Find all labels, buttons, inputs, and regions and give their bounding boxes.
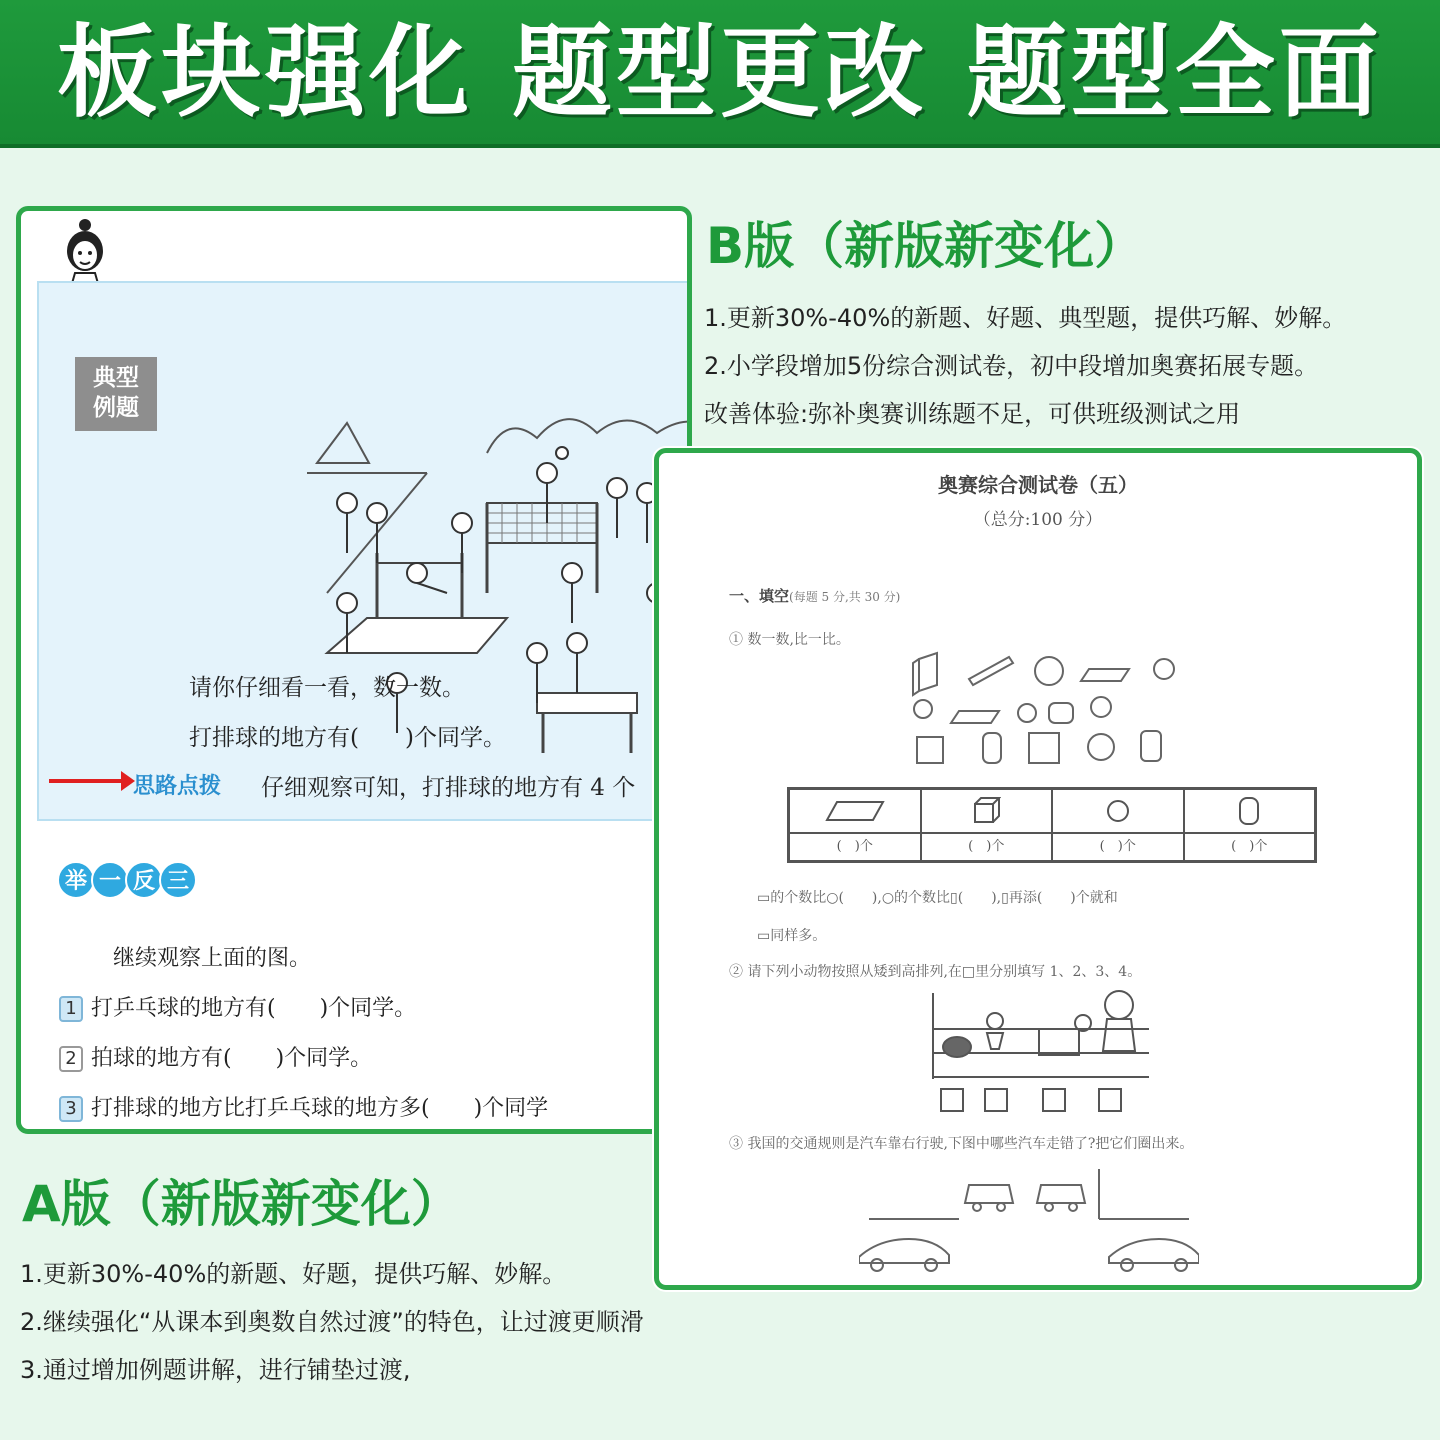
example-tag-line1: 典型: [93, 365, 139, 391]
section-b-title: B版（新版新变化）: [706, 217, 1145, 275]
sphere-icon: [1105, 798, 1131, 824]
test-paper: [659, 453, 1417, 1285]
animals-illustration: [929, 989, 1159, 1119]
badge-char: 一: [91, 861, 129, 899]
compare-line-1: ▭的个数比○( ),○的个数比▯( ),▯再添( )个就和: [757, 890, 1118, 906]
item-text: 打乒乓球的地方有( )个同学。: [91, 996, 417, 1021]
sample-page-a: [16, 206, 692, 1134]
table-shape-cell: [790, 790, 920, 834]
table-column: [790, 790, 922, 860]
badge-char: 举: [57, 861, 95, 899]
section-b-line: 1.更新30%-40%的新题、好题、典型题，提供巧解、妙解。: [704, 304, 1347, 332]
test-title: 奥赛综合测试卷（五）: [938, 473, 1138, 497]
table-shape-cell: [1053, 790, 1183, 834]
flat-box-icon: [825, 798, 885, 824]
girl-avatar-icon: [59, 217, 111, 287]
section-a-title: A版（新版新变化）: [22, 1175, 461, 1233]
section-a-line: 2.继续强化“从课本到奥数自然过渡”的特色，让过渡更顺滑: [20, 1308, 644, 1336]
item-number: 3: [59, 1096, 83, 1122]
question-1-label: ① 数一数,比一比。: [729, 632, 850, 648]
top-banner: [0, 0, 1440, 148]
practice-item: [59, 991, 416, 1022]
cars-illustration: [859, 1165, 1199, 1277]
red-arrow-icon: [49, 779, 125, 783]
table-shape-cell: [922, 790, 1052, 834]
question-2-label: ② 请下列小动物按照从矮到高排列,在□里分别填写 1、2、3、4。: [729, 964, 1142, 980]
part-heading-text: 一、填空: [729, 587, 790, 605]
table-column: [1185, 790, 1315, 860]
example-question-1: 请你仔细看一看，数一数。: [189, 675, 465, 701]
question-3-label: ③ 我国的交通规则是汽车靠右行驶,下图中哪些汽车走错了?把它们圈出来。: [729, 1136, 1194, 1152]
example-tag: [75, 357, 157, 431]
item-number: 1: [59, 996, 83, 1022]
example-tag-line2: 例题: [93, 395, 139, 421]
section-a-line: 3.通过增加例题讲解，进行铺垫过渡,: [20, 1356, 411, 1384]
table-count-cell: ( )个: [968, 839, 1005, 854]
cylinder-icon: [1237, 795, 1261, 827]
badge-char: 三: [159, 861, 197, 899]
continue-text: 继续观察上面的图。: [113, 946, 312, 971]
test-subtitle: （总分:100 分）: [973, 510, 1103, 530]
compare-line-2: ▭同样多。: [757, 928, 827, 944]
sample-page-b: [654, 448, 1422, 1290]
hint-text: 仔细观察可知，打排球的地方有 4 个: [261, 775, 636, 801]
shapes-illustration: [909, 649, 1199, 769]
badge-char: 反: [125, 861, 163, 899]
practice-item: [59, 1091, 548, 1122]
item-number: 2: [59, 1046, 83, 1072]
hint-label: 思路点拨: [133, 774, 222, 799]
section-a-line: 1.更新30%-40%的新题、好题，提供巧解、妙解。: [20, 1260, 567, 1288]
section-b-line: 改善体验:弥补奥赛训练题不足，可供班级测试之用: [704, 400, 1241, 428]
example-question-2: 打排球的地方有( )个同学。: [189, 725, 506, 751]
count-table: [787, 787, 1317, 863]
table-count-cell: ( )个: [1231, 839, 1268, 854]
table-count-cell: ( )个: [1099, 839, 1136, 854]
practice-item: [59, 1041, 372, 1072]
cube-icon: [971, 796, 1001, 826]
table-shape-cell: [1185, 790, 1315, 834]
banner-title: 板块强化 题型更改 题型全面: [57, 14, 1383, 131]
practice-badge: [57, 861, 193, 899]
item-text: 拍球的地方有( )个同学。: [91, 1046, 373, 1071]
table-count-cell: ( )个: [836, 839, 873, 854]
part-note: (每题 5 分,共 30 分): [789, 590, 901, 604]
item-text: 打排球的地方比打乒乓球的地方多( )个同学: [91, 1096, 549, 1121]
section-b-line: 2.小学段增加5份综合测试卷，初中段增加奥赛拓展专题。: [704, 352, 1319, 380]
table-column: [1053, 790, 1185, 860]
table-column: [922, 790, 1054, 860]
part-heading: [729, 585, 900, 606]
